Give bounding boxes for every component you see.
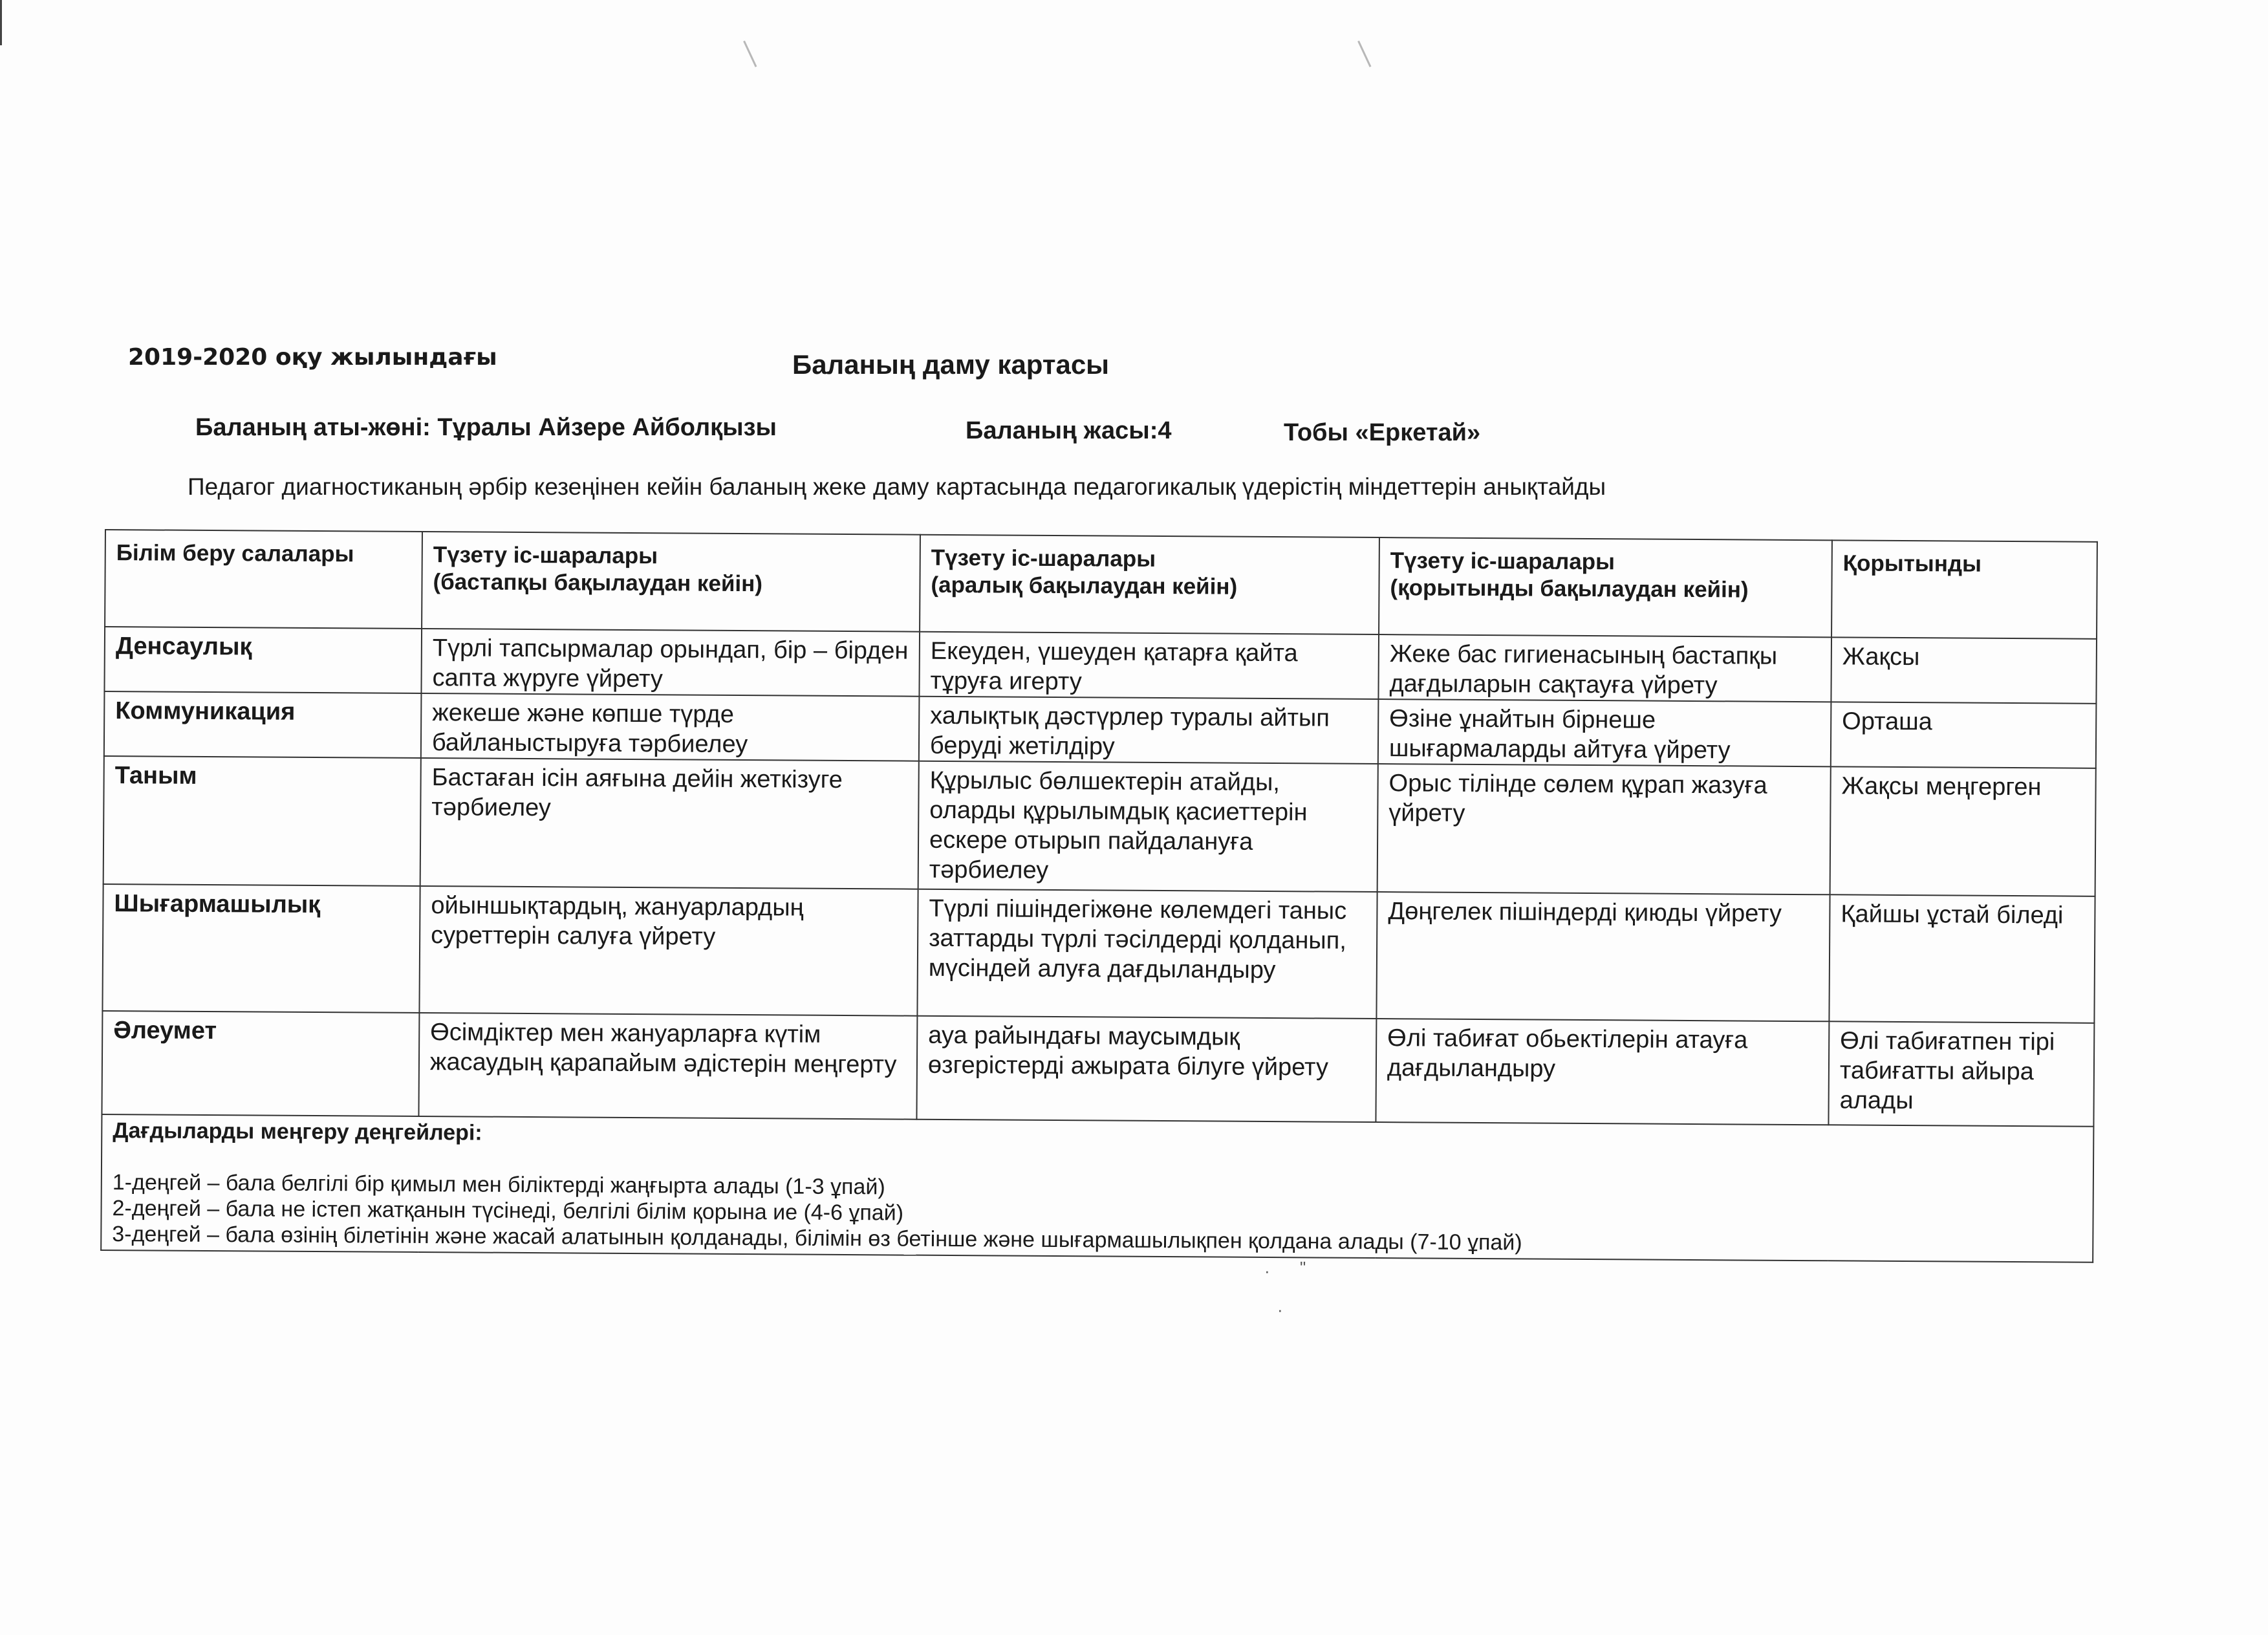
level-item: 2-деңгей – бала не істеп жатқанын түсінеді, белгілі білім қорына ие (4-6 ұпай): [112, 1196, 904, 1226]
result-cell: Қайшы ұстай біледі: [1829, 894, 2095, 1023]
scan-speck: ·: [1277, 1300, 1283, 1319]
result-cell: Өлі табиғатпен тірі табиғатты айыра алады: [1828, 1021, 2094, 1127]
column-header-title: Түзету іс-шаралары: [433, 542, 658, 569]
scan-edge-line: [0, 0, 2, 45]
intermediate-cell: Екеуден, үшеуден қатарға қайта тұруға игерту: [919, 632, 1379, 699]
column-header-title: Қорытынды: [1842, 550, 1982, 577]
table-row: [102, 884, 2095, 1023]
scan-mark: [1357, 39, 1375, 67]
initial-cell: ойыншықтардың, жануарлардың суреттерін салуға үйрету: [419, 886, 918, 1016]
level-item: 3-деңгей – бала өзінің білетінін және жасай алатынын қолданады, білімін өз бетінше және шығармашылықпен қолдана алады (7-10 ұпай): [112, 1222, 1522, 1255]
area-cell: Коммуникация: [104, 691, 422, 758]
child-name: Баланың аты-жөні: Тұралы Айзере Айболқызы: [195, 414, 777, 441]
intro-text: Педагог диагностиканың әрбір кезеңінен кейін баланың жеке даму картасында педагогикалық үдерістің міндеттерін анықтайды: [188, 473, 1606, 500]
result-cell: Жақсы: [1831, 637, 2097, 704]
initial-cell: Өсімдіктер мен жануарларға күтім жасаудың қарапайым әдістерін меңгерту: [418, 1013, 917, 1120]
intermediate-cell: халықтық дәстүрлер туралы айтып беруді жетілдіру: [919, 697, 1379, 764]
levels-cell: [101, 1114, 2093, 1262]
scan-speck: ʺ: [1300, 1258, 1306, 1277]
column-header-title: Түзету іс-шаралары: [1390, 548, 1615, 575]
final-cell: Дөңгелек пішіндерді қиюды үйрету: [1376, 892, 1830, 1021]
scan-speck: ·: [1264, 1261, 1270, 1281]
final-cell: Орыс тілінде сөлем құрап жазуға үйрету: [1377, 764, 1831, 894]
column-header-subtitle: (аралық бақылаудан кейін): [931, 572, 1238, 600]
area-cell: Әлеумет: [102, 1011, 419, 1116]
child-age: Баланың жасы:4: [966, 417, 1172, 444]
column-header-subtitle: (қорытынды бақылаудан кейін): [1390, 575, 1749, 603]
column-header: [1379, 537, 1832, 637]
table-row: [104, 691, 2097, 768]
final-cell: Жеке бас гигиенасының бастапқы дағдыларын сақтауға үйрету: [1378, 634, 1831, 702]
column-header-title: Білім беру салалары: [116, 540, 354, 567]
initial-cell: жекеше және көпше түрде байланыстыруға тәрбиелеу: [421, 693, 920, 761]
academic-year: 2019-2020 оқу жылындағы: [128, 344, 497, 371]
table-row: [104, 627, 2097, 704]
scan-mark: [743, 39, 761, 67]
column-header: [105, 530, 422, 629]
column-header-subtitle: (бастапқы бақылаудан кейін): [433, 569, 763, 597]
development-map-table: [100, 529, 2098, 1263]
result-cell: Жақсы меңгерген: [1830, 766, 2096, 896]
column-header: [1831, 540, 2097, 639]
column-header-title: Түзету іс-шаралары: [931, 545, 1156, 572]
area-cell: Денсаулық: [104, 627, 422, 693]
area-cell: Таным: [103, 756, 421, 886]
child-group: Тобы «Еркетай»: [1284, 419, 1481, 446]
area-cell: Шығармашылық: [102, 884, 420, 1013]
initial-cell: Түрлі тапсырмалар орындап, бір – бірден сапта жүруге үйрету: [421, 629, 920, 697]
result-cell: Орташа: [1831, 702, 2097, 768]
levels-title: Дағдыларды меңгеру деңгейлері:: [113, 1118, 482, 1145]
levels-row: [101, 1114, 2093, 1262]
level-item: 1-деңгей – бала белгілі бір қимыл мен біліктерді жаңғырта алады (1-3 ұпай): [112, 1170, 885, 1200]
column-header: [422, 532, 920, 632]
table-header-row: [105, 530, 2097, 639]
intermediate-cell: ауа райындағы маусымдық өзгерістерді ажырата білуге үйрету: [916, 1016, 1376, 1122]
intermediate-cell: Құрылыс бөлшектерін атайды, оларды құрылымдық қасиеттерін ескере отырып пайдалануға тәрбиелеу: [918, 761, 1378, 892]
document-title: Баланың даму картасы: [792, 349, 1110, 380]
table-row: [103, 756, 2096, 896]
final-cell: Өзіне ұнайтын бірнеше шығармаларды айтуға үйрету: [1378, 699, 1831, 766]
final-cell: Өлі табиғат обьектілерін атауға дағдыландыру: [1376, 1019, 1829, 1125]
table-row: [102, 1011, 2094, 1127]
intermediate-cell: Түрлі пішіндегіжөне көлемдегі таныс заттарды түрлі тәсілдерді қолданып, мүсіндей алуға дағдыландыру: [917, 889, 1377, 1019]
initial-cell: Бастаған ісін аяғына дейін жеткізуге тәрбиелеу: [420, 758, 919, 889]
column-header: [920, 535, 1379, 634]
